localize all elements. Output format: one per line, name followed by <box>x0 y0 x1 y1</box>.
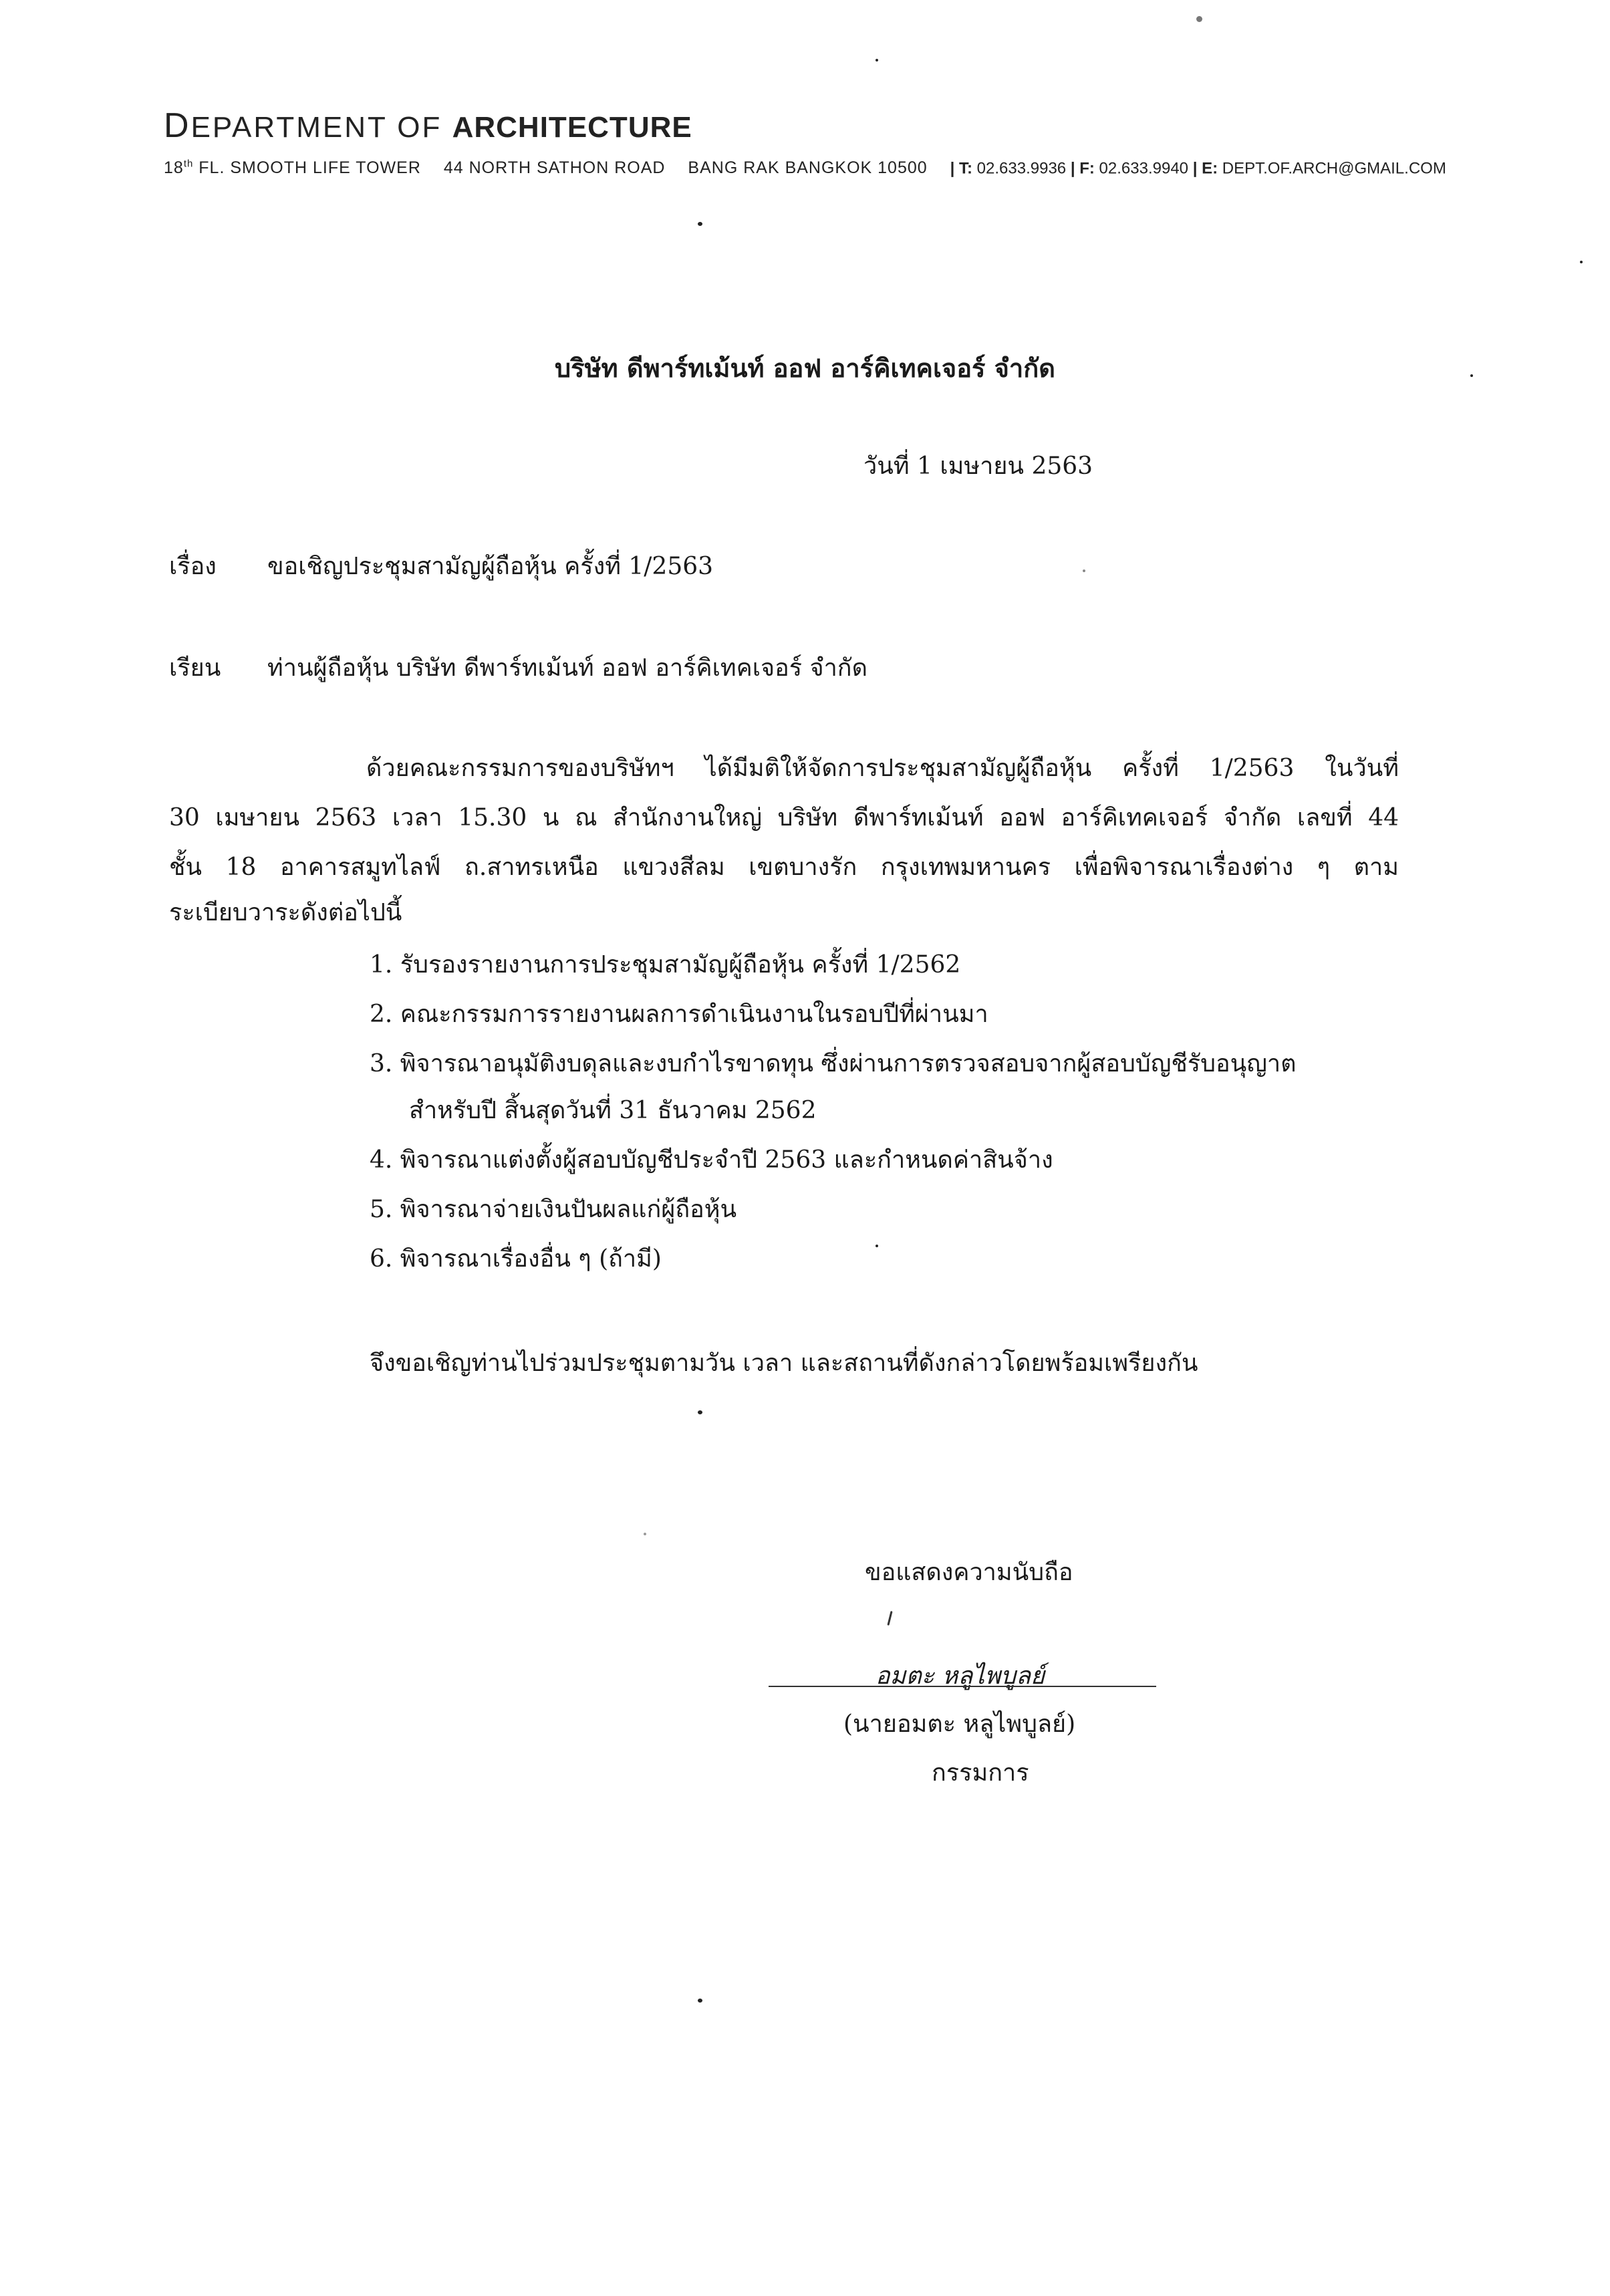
scan-speck <box>876 59 878 61</box>
letterhead-title-initial: D <box>164 106 191 145</box>
regards: ขอแสดงความนับถือ <box>865 1559 1073 1586</box>
recipient-text: ท่านผู้ถือหุ้น บริษัท ดีพาร์ทเม้นท์ ออฟ อาร์คิเทคเจอร์ จำกัด <box>267 654 867 682</box>
address-road: 44 NORTH SATHON ROAD <box>443 158 666 178</box>
agenda-item-continuation: สำหรับปี สิ้นสุดวันที่ 31 ธันวาคม 2562 <box>409 1097 817 1124</box>
agenda-item: 4. พิจารณาแต่งตั้งผู้สอบบัญชีประจำปี 2563 และกำหนดค่าสินจ้าง <box>370 1146 1053 1174</box>
fax-label: | F: <box>1070 159 1095 178</box>
paragraph-line: 30 เมษายน 2563 เวลา 15.30 น ณ สำนักงานใหญ่ บริษัท ดีพาร์ทเม้นท์ ออฟ อาร์คิเทคเจอร์ จำกัด เลขที่ 44 <box>169 804 1399 832</box>
letter-date: วันที่ 1 เมษายน 2563 <box>863 453 1093 480</box>
signer-position: กรรมการ <box>932 1759 1029 1787</box>
agenda-item: 1. รับรองรายงานการประชุมสามัญผู้ถือหุ้น ครั้งที่ 1/2562 <box>370 951 961 979</box>
scan-speck <box>876 1245 878 1247</box>
letterhead-title-architecture: ARCHITECTURE <box>452 111 692 144</box>
agenda-item: 2. คณะกรรมการรายงานผลการดำเนินงานในรอบปีที่ผ่านมา <box>370 1001 988 1028</box>
recipient-label: เรียน <box>169 654 221 682</box>
signer-printed-name: (นายอมตะ หลูไพบูลย์) <box>843 1710 1076 1738</box>
scan-speck <box>887 1611 892 1626</box>
tel-label: | T: <box>950 159 973 178</box>
agenda-item: 3. พิจารณาอนุมัติงบดุลและงบกำไรขาดทุน ซึ่งผ่านการตรวจสอบจากผู้สอบบัญชีรับอนุญาต <box>370 1050 1297 1077</box>
company-header: บริษัท ดีพาร์ทเม้นท์ ออฟ อาร์คิเทคเจอร์ จำกัด <box>555 353 1055 383</box>
tel-value: 02.633.9936 <box>972 159 1071 178</box>
paragraph-line: ชั้น 18 อาคารสมูทไลฟ์ ถ.สาทรเหนือ แขวงสีลม เขตบางรัก กรุงเทพมหานคร เพื่อพิจารณาเรื่องต่าง ๆ ตาม <box>169 854 1399 881</box>
letterhead-title-rest: EPARTMENT OF <box>190 111 452 144</box>
paragraph-line: ด้วยคณะกรรมการของบริษัทฯ ได้มีมติให้จัดการประชุมสามัญผู้ถือหุ้น ครั้งที่ 1/2563 ในวันที่ <box>366 755 1399 782</box>
scan-speck <box>698 222 702 226</box>
letterhead-address <box>164 158 1446 178</box>
subject-text: ขอเชิญประชุมสามัญผู้ถือหุ้น ครั้งที่ 1/2563 <box>267 553 714 580</box>
letterhead-contact <box>950 159 1446 177</box>
fax-value: 02.633.9940 <box>1094 159 1193 178</box>
scan-speck <box>1196 16 1202 22</box>
address-floor-suffix: th <box>183 158 194 170</box>
closing-sentence: จึงขอเชิญท่านไปร่วมประชุมตามวัน เวลา และสถานที่ดังกล่าวโดยพร้อมเพรียงกัน <box>370 1350 1198 1377</box>
scan-speck <box>1083 569 1085 572</box>
scan-speck <box>698 1999 702 2003</box>
scan-speck <box>698 1410 702 1414</box>
signature-line <box>769 1686 1156 1687</box>
email-value: DEPT.OF.ARCH@GMAIL.COM <box>1218 159 1446 178</box>
subject-label: เรื่อง <box>169 553 217 580</box>
email-label: | E: <box>1192 159 1218 178</box>
paragraph-line: ระเบียบวาระดังต่อไปนี้ <box>169 899 402 926</box>
agenda-item: 6. พิจารณาเรื่องอื่น ๆ (ถ้ามี) <box>370 1245 662 1273</box>
scan-speck <box>1470 374 1473 377</box>
scan-speck <box>644 1533 646 1535</box>
address-floor: 18th FL. SMOOTH LIFE TOWER <box>164 158 421 178</box>
scan-speck <box>1580 261 1583 263</box>
address-district: BANG RAK BANGKOK 10500 <box>688 158 928 178</box>
signature: อมตะ หลูไพบูลย์ <box>876 1662 1045 1690</box>
agenda-item: 5. พิจารณาจ่ายเงินปันผลแก่ผู้ถือหุ้น <box>370 1196 737 1223</box>
letterhead-title <box>164 106 692 146</box>
